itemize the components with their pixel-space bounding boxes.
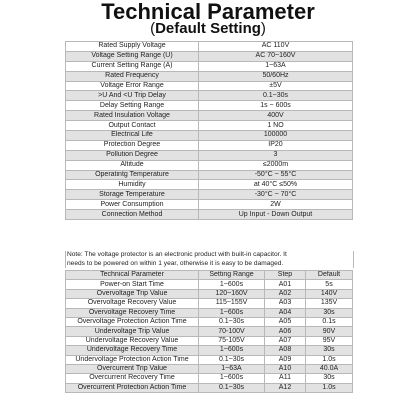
- default-value: 95V: [306, 336, 353, 345]
- spec-row: [66, 140, 353, 150]
- step-code: A01: [265, 280, 306, 289]
- spec-value: IP20: [199, 140, 353, 150]
- spec-value: ≤2000m: [199, 160, 353, 170]
- spec-label: Protection Degree: [66, 140, 199, 150]
- spec-value: 1s ~ 600s: [199, 101, 353, 111]
- step-code: A03: [265, 299, 306, 308]
- spec-table: [65, 41, 353, 220]
- spec-row: [66, 210, 353, 220]
- spec-row: [66, 42, 353, 52]
- spec-row: [66, 121, 353, 131]
- step-code: A11: [265, 374, 306, 383]
- setting-range: 1~600s: [199, 308, 265, 317]
- spec-row: [66, 111, 353, 121]
- default-value: 135V: [306, 299, 353, 308]
- spec-value: AC 70~160V: [199, 51, 353, 61]
- spec-label: Voltage Setting Range (U): [66, 51, 199, 61]
- parameter-row: [66, 374, 353, 383]
- spec-value: 1~63A: [199, 61, 353, 71]
- parameter-name: Undervoltage Trip Value: [66, 327, 199, 336]
- spec-value: -50°C ~ 55°C: [199, 170, 353, 180]
- step-code: A06: [265, 327, 306, 336]
- page-title: Technical Parameter: [101, 0, 315, 24]
- spec-value: 1 NO: [199, 121, 353, 131]
- spec-value: 400V: [199, 111, 353, 121]
- parameter-row: [66, 336, 353, 345]
- column-header: Step: [265, 271, 306, 280]
- spec-row: [66, 71, 353, 81]
- parameter-name: Overcurrent Recovery Time: [66, 374, 199, 383]
- setting-range: 0.1~30s: [199, 317, 265, 326]
- parameter-name: Overcurrent Trip Value: [66, 364, 199, 373]
- spec-value: 100000: [199, 131, 353, 141]
- spec-value: AC 110V: [199, 42, 353, 52]
- parameter-name: Overvoltage Recovery Time: [66, 308, 199, 317]
- page-subtitle: [0, 20, 416, 38]
- default-value: 30s: [306, 374, 353, 383]
- spec-value: 3: [199, 150, 353, 160]
- spec-row: [66, 51, 353, 61]
- spec-row: [66, 190, 353, 200]
- setting-range: 70-100V: [199, 327, 265, 336]
- parameter-row: [66, 289, 353, 298]
- parameter-name: Undervoltage Recovery Value: [66, 336, 199, 345]
- spec-value: -30°C ~ 70°C: [199, 190, 353, 200]
- spec-label: >U And <U Trip Delay: [66, 91, 199, 101]
- note-line: needs to be powered on within 1 year, otherwise it is easy to be damaged.: [67, 259, 284, 267]
- spec-value: at 40°C ≤50%: [199, 180, 353, 190]
- parameter-name: Undervoltage Protection Action Time: [66, 355, 199, 364]
- step-code: A04: [265, 308, 306, 317]
- parameter-name: Overvoltage Recovery Value: [66, 299, 199, 308]
- step-code: A08: [265, 346, 306, 355]
- parameter-row: [66, 308, 353, 317]
- parameter-name: Overcurrent Protection Action Time: [66, 383, 199, 392]
- default-value: 1.0s: [306, 355, 353, 364]
- subtitle-open-paren: (: [150, 20, 156, 37]
- parameter-row: [66, 317, 353, 326]
- parameter-name: Power-on Start Time: [66, 280, 199, 289]
- parameter-row: [66, 355, 353, 364]
- spec-row: [66, 61, 353, 71]
- spec-label: Humidity: [66, 180, 199, 190]
- spec-label: Current Setting Range (A): [66, 61, 199, 71]
- spec-value: 2W: [199, 200, 353, 210]
- step-code: A12: [265, 383, 306, 392]
- parameter-table: [65, 270, 353, 393]
- parameter-name: Undervoltage Recovery Time: [66, 346, 199, 355]
- parameter-row: [66, 280, 353, 289]
- spec-row: [66, 160, 353, 170]
- parameter-name: Overvoltage Protection Action Time: [66, 317, 199, 326]
- spec-row: [66, 150, 353, 160]
- setting-range: 115~155V: [199, 299, 265, 308]
- default-value: 5s: [306, 280, 353, 289]
- spec-label: Rated Insulation Voltage: [66, 111, 199, 121]
- spec-row: [66, 131, 353, 141]
- spec-label: Power Consumption: [66, 200, 199, 210]
- spec-value: 0.1~30s: [199, 91, 353, 101]
- spec-value: Up Input - Down Output: [199, 210, 353, 220]
- column-header: Setting Range: [199, 271, 265, 280]
- setting-range: 75-105V: [199, 336, 265, 345]
- spec-row: [66, 200, 353, 210]
- default-value: 0.1s: [306, 317, 353, 326]
- spec-label: Electrical Life: [66, 131, 199, 141]
- setting-range: 1~63A: [199, 364, 265, 373]
- spec-row: [66, 180, 353, 190]
- column-header: Default: [306, 271, 353, 280]
- spec-label: Connection Method: [66, 210, 199, 220]
- spec-label: Rated Supply Voltage: [66, 42, 199, 52]
- spec-row: [66, 91, 353, 101]
- step-code: A09: [265, 355, 306, 364]
- spec-label: Pollution Degree: [66, 150, 199, 160]
- note-text: [65, 251, 354, 268]
- default-value: 30s: [306, 308, 353, 317]
- parameter-row: [66, 383, 353, 392]
- setting-range: 1~600s: [199, 280, 265, 289]
- default-value: 1.0s: [306, 383, 353, 392]
- step-code: A02: [265, 289, 306, 298]
- parameter-row: [66, 364, 353, 373]
- parameter-row: [66, 327, 353, 336]
- setting-range: 0.1~30s: [199, 383, 265, 392]
- setting-range: 0.1~30s: [199, 355, 265, 364]
- parameter-name: Overvoltage Trip Value: [66, 289, 199, 298]
- spec-row: [66, 101, 353, 111]
- step-code: A05: [265, 317, 306, 326]
- spec-label: Operatintg Temperature: [66, 170, 199, 180]
- parameter-header-row: [66, 271, 353, 280]
- default-value: 40.0A: [306, 364, 353, 373]
- spec-label: Storage Temperature: [66, 190, 199, 200]
- spec-row: [66, 170, 353, 180]
- spec-label: Voltage Error Range: [66, 81, 199, 91]
- note-line: Note: The voltage protector is an electronic product with built-in capacitor. It: [67, 251, 287, 258]
- spec-label: Delay Setting Range: [66, 101, 199, 111]
- parameter-row: [66, 299, 353, 308]
- step-code: A10: [265, 364, 306, 373]
- subtitle-close-paren: ): [260, 20, 266, 37]
- spec-label: Rated Frequency: [66, 71, 199, 81]
- default-value: 140V: [306, 289, 353, 298]
- spec-row: [66, 81, 353, 91]
- parameter-row: [66, 346, 353, 355]
- default-value: 90V: [306, 327, 353, 336]
- spec-label: Output Contact: [66, 121, 199, 131]
- spec-label: Altitude: [66, 160, 199, 170]
- setting-range: 1~600s: [199, 374, 265, 383]
- spec-value: ±5V: [199, 81, 353, 91]
- setting-range: 120~160V: [199, 289, 265, 298]
- column-header: Technical Parameter: [66, 271, 199, 280]
- step-code: A07: [265, 336, 306, 345]
- default-value: 30s: [306, 346, 353, 355]
- setting-range: 1~600s: [199, 346, 265, 355]
- subtitle-text: Default Setting: [155, 20, 261, 37]
- spec-value: 50/60Hz: [199, 71, 353, 81]
